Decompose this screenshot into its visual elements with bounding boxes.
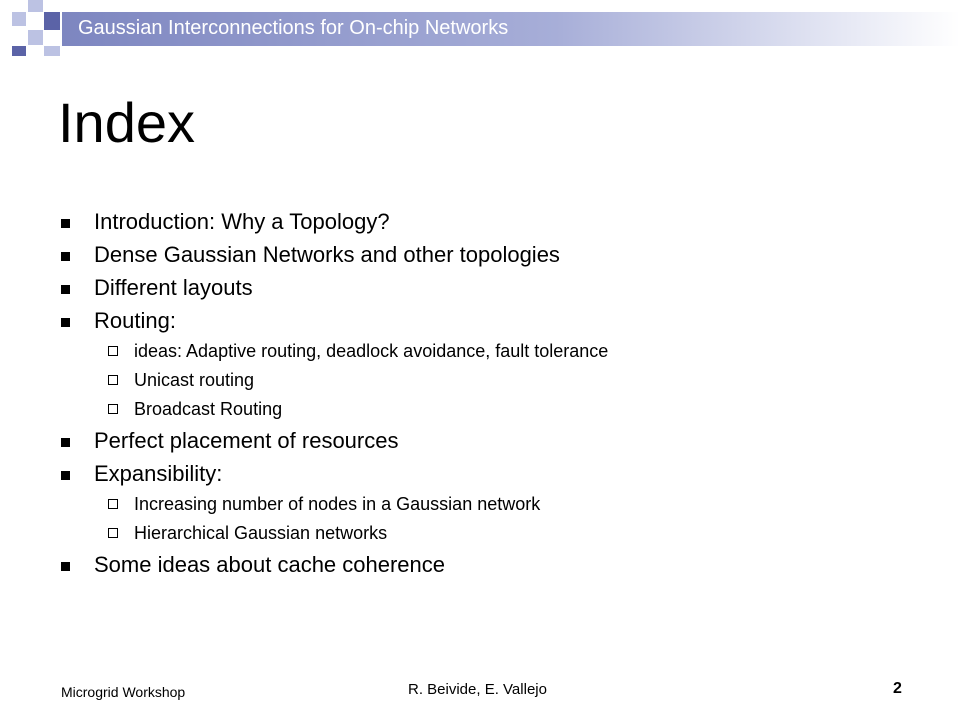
sub-bullet-label: Broadcast Routing xyxy=(134,399,283,419)
sub-bullet-item xyxy=(0,519,960,548)
slide-title: Index xyxy=(58,91,195,154)
bullet-label: Routing: xyxy=(94,308,176,333)
bullet-list xyxy=(0,205,960,581)
square-bullet-icon xyxy=(61,285,70,294)
sub-bullet-item xyxy=(0,337,960,366)
square-bullet-icon xyxy=(61,471,70,480)
square-bullet-icon xyxy=(61,252,70,261)
hollow-square-bullet-icon xyxy=(108,346,118,356)
square-bullet-icon xyxy=(61,562,70,571)
logo-square-3 xyxy=(44,12,60,30)
square-bullet-icon xyxy=(61,318,70,327)
header-title: Gaussian Interconnections for On-chip Networks xyxy=(78,17,509,39)
bullet-item xyxy=(0,304,960,337)
square-bullet-icon xyxy=(61,219,70,228)
hollow-square-bullet-icon xyxy=(108,375,118,385)
bullet-label: Expansibility: xyxy=(94,461,223,486)
bullet-item xyxy=(0,238,960,271)
bullet-item xyxy=(0,457,960,490)
bullet-label: Introduction: Why a Topology? xyxy=(94,209,390,234)
hollow-square-bullet-icon xyxy=(108,499,118,509)
bullet-item xyxy=(0,205,960,238)
logo-square-4 xyxy=(28,30,43,45)
hollow-square-bullet-icon xyxy=(108,528,118,538)
logo-square-1 xyxy=(12,12,26,26)
logo-square-5 xyxy=(12,46,26,56)
bullet-label: Different layouts xyxy=(94,275,253,300)
bullet-label: Dense Gaussian Networks and other topologies xyxy=(94,242,560,267)
sub-bullet-label: Increasing number of nodes in a Gaussian network xyxy=(134,494,541,514)
square-bullet-icon xyxy=(61,438,70,447)
footer-authors: R. Beivide, E. Vallejo xyxy=(408,681,547,698)
logo-square-6 xyxy=(44,46,60,56)
sub-bullet-label: Unicast routing xyxy=(134,370,255,390)
bullet-item xyxy=(0,548,960,581)
sub-bullet-item xyxy=(0,366,960,395)
sub-bullet-label: ideas: Adaptive routing, deadlock avoidance, fault tolerance xyxy=(134,341,609,361)
sub-bullet-item xyxy=(0,395,960,424)
page-number: 2 xyxy=(893,680,902,697)
sub-bullet-item xyxy=(0,490,960,519)
hollow-square-bullet-icon xyxy=(108,404,118,414)
bullet-item xyxy=(0,271,960,304)
bullet-item xyxy=(0,424,960,457)
footer-event: Microgrid Workshop xyxy=(61,684,186,700)
bullet-label: Some ideas about cache coherence xyxy=(94,552,446,577)
bullet-label: Perfect placement of resources xyxy=(94,428,399,453)
sub-bullet-label: Hierarchical Gaussian networks xyxy=(134,523,388,543)
logo-square-2 xyxy=(28,0,43,12)
